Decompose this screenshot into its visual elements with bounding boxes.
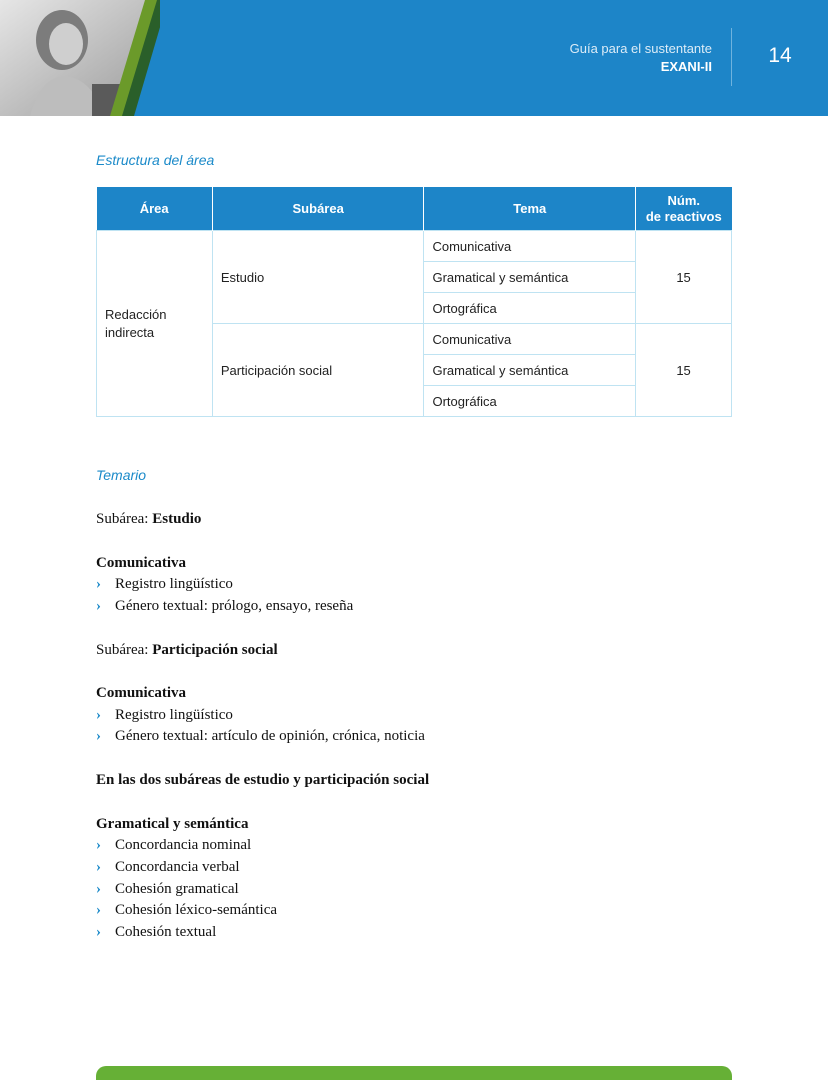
list-item-text: Concordancia verbal	[115, 859, 240, 875]
column-header-subarea: Subárea	[212, 187, 424, 231]
column-header-reactivos	[636, 187, 732, 231]
area-cell	[97, 231, 213, 417]
reactivos-cell: 15	[636, 231, 732, 324]
subarea-line-participacion	[96, 642, 278, 659]
chevron-right-icon: ›	[96, 837, 101, 853]
topic-heading: Comunicativa	[96, 555, 186, 571]
guide-label: Guía para el sustentante	[569, 41, 712, 56]
subarea-name: Estudio	[152, 511, 202, 527]
list-item-text: Concordancia nominal	[115, 837, 252, 853]
list-item	[96, 576, 233, 593]
area-line2: indirecta	[105, 324, 155, 340]
chevron-right-icon: ›	[96, 728, 101, 744]
list-item	[96, 728, 425, 745]
reactivos-header-line1: Núm.	[667, 192, 701, 208]
list-item-text: Registro lingüístico	[115, 576, 233, 592]
exam-label: EXANI-II	[660, 59, 712, 74]
subarea-line-estudio	[96, 511, 201, 528]
tema-cell: Gramatical y semántica	[424, 262, 636, 293]
list-item-text: Cohesión léxico-semántica	[115, 902, 278, 918]
list-item-text: Cohesión gramatical	[115, 881, 239, 897]
subarea-prefix: Subárea:	[96, 642, 149, 658]
header-caption	[570, 40, 712, 75]
page-number: 14	[768, 44, 792, 67]
tema-cell: Ortográfica	[424, 293, 636, 324]
chevron-right-icon: ›	[96, 707, 101, 723]
subarea-name: Participación social	[152, 642, 278, 658]
tema-cell: Ortográfica	[424, 386, 636, 417]
chevron-right-icon: ›	[96, 576, 101, 592]
chevron-right-icon: ›	[96, 881, 101, 897]
structure-table	[96, 187, 732, 417]
tema-cell: Comunicativa	[424, 324, 636, 355]
list-item-text: Género textual: artículo de opinión, crónica, noticia	[115, 728, 425, 744]
list-item	[96, 598, 353, 615]
subarea-cell: Estudio	[212, 231, 424, 324]
temario-title: Temario	[96, 467, 147, 483]
header-divider	[731, 28, 732, 86]
area-line1: Redacción	[105, 306, 167, 322]
common-heading: En las dos subáreas de estudio y participación social	[96, 772, 430, 788]
column-header-area: Área	[97, 187, 213, 231]
reactivos-header-line2: de reactivos	[645, 208, 722, 224]
topic-heading: Gramatical y semántica	[96, 816, 249, 832]
list-item-text: Cohesión textual	[115, 924, 217, 940]
table-header-row	[97, 187, 732, 231]
chevron-right-icon: ›	[96, 859, 101, 875]
list-item	[96, 707, 233, 724]
list-item	[96, 881, 239, 898]
page-header	[0, 0, 828, 116]
subarea-cell: Participación social	[212, 324, 424, 417]
list-item	[96, 837, 251, 854]
chevron-right-icon: ›	[96, 924, 101, 940]
list-item	[96, 924, 216, 941]
structure-title: Estructura del área	[96, 152, 215, 168]
chevron-right-icon: ›	[96, 598, 101, 614]
list-item-text: Género textual: prólogo, ensayo, reseña	[115, 598, 354, 614]
table-row	[97, 231, 732, 262]
tema-cell: Comunicativa	[424, 231, 636, 262]
student-photo	[0, 0, 160, 116]
tema-cell: Gramatical y semántica	[424, 355, 636, 386]
column-header-tema: Tema	[424, 187, 636, 231]
chevron-right-icon: ›	[96, 902, 101, 918]
reactivos-cell: 15	[636, 324, 732, 417]
list-item-text: Registro lingüístico	[115, 707, 233, 723]
list-item	[96, 859, 240, 876]
list-item	[96, 902, 277, 919]
topic-heading: Comunicativa	[96, 685, 186, 701]
subarea-prefix: Subárea:	[96, 511, 149, 527]
